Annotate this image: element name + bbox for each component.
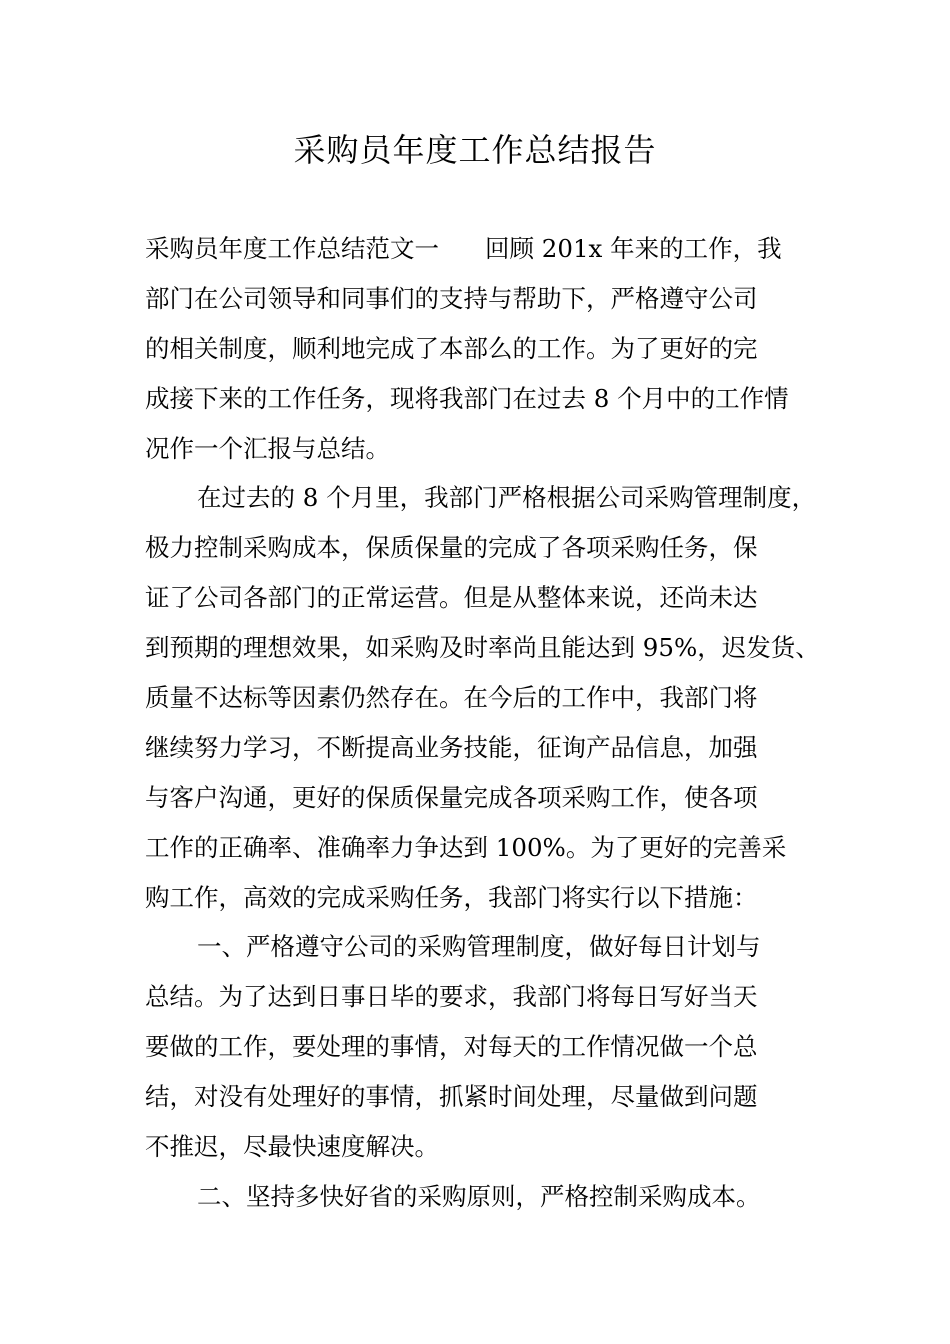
text-line: 一、严格遵守公司的采购管理制度，做好每日计划与 [197, 932, 761, 962]
text-line: 与客户沟通，更好的保质保量完成各项采购工作，使各项 [145, 782, 758, 812]
text-line: 二、坚持多快好省的采购原则，严格控制采购成本。 [197, 1181, 761, 1211]
text-line: 在过去的 8 个月里，我部门严格根据公司采购管理制度， [197, 483, 817, 513]
text-line: 的相关制度，顺利地完成了本部么的工作。为了更好的完 [145, 333, 758, 363]
text-line: 证了公司各部门的正常运营。但是从整体来说，还尚未达 [145, 583, 758, 613]
text-line: 要做的工作，要处理的事情，对每天的工作情况做一个总 [145, 1032, 758, 1062]
text-line: 工作的正确率、准确率力争达到 100%。为了更好的完善采 [145, 832, 787, 862]
text-line: 部门在公司领导和同事们的支持与帮助下，严格遵守公司 [145, 283, 758, 313]
text-line: 极力控制采购成本，保质保量的完成了各项采购任务，保 [145, 533, 758, 563]
text-line: 成接下来的工作任务，现将我部门在过去 8 个月中的工作情 [145, 383, 789, 413]
text-line [145, 224, 825, 274]
text-line: 质量不达标等因素仍然存在。在今后的工作中，我部门将 [145, 683, 758, 713]
text-line: 购工作，高效的完成采购任务，我部门将实行以下措施： [145, 882, 758, 912]
text-line: 结，对没有处理好的事情，抓紧时间处理，尽量做到问题 [145, 1082, 758, 1112]
text-line: 继续努力学习，不断提高业务技能，征询产品信息，加强 [145, 732, 758, 762]
text-line: 不推迟，尽最快速度解决。 [145, 1132, 439, 1162]
text-line: 况作一个汇报与总结。 [145, 433, 390, 463]
text-line-segment: 采购员年度工作总结范文一 [145, 234, 439, 263]
text-line: 总结。为了达到日事日毕的要求，我部门将每日写好当天 [145, 982, 758, 1012]
text-line-segment: 回顾 201x 年来的工作，我 [485, 234, 782, 263]
document-body [145, 224, 825, 1222]
text-line: 到预期的理想效果，如采购及时率尚且能达到 95%，迟发货、 [145, 633, 820, 663]
document-title: 采购员年度工作总结报告 [293, 131, 657, 169]
